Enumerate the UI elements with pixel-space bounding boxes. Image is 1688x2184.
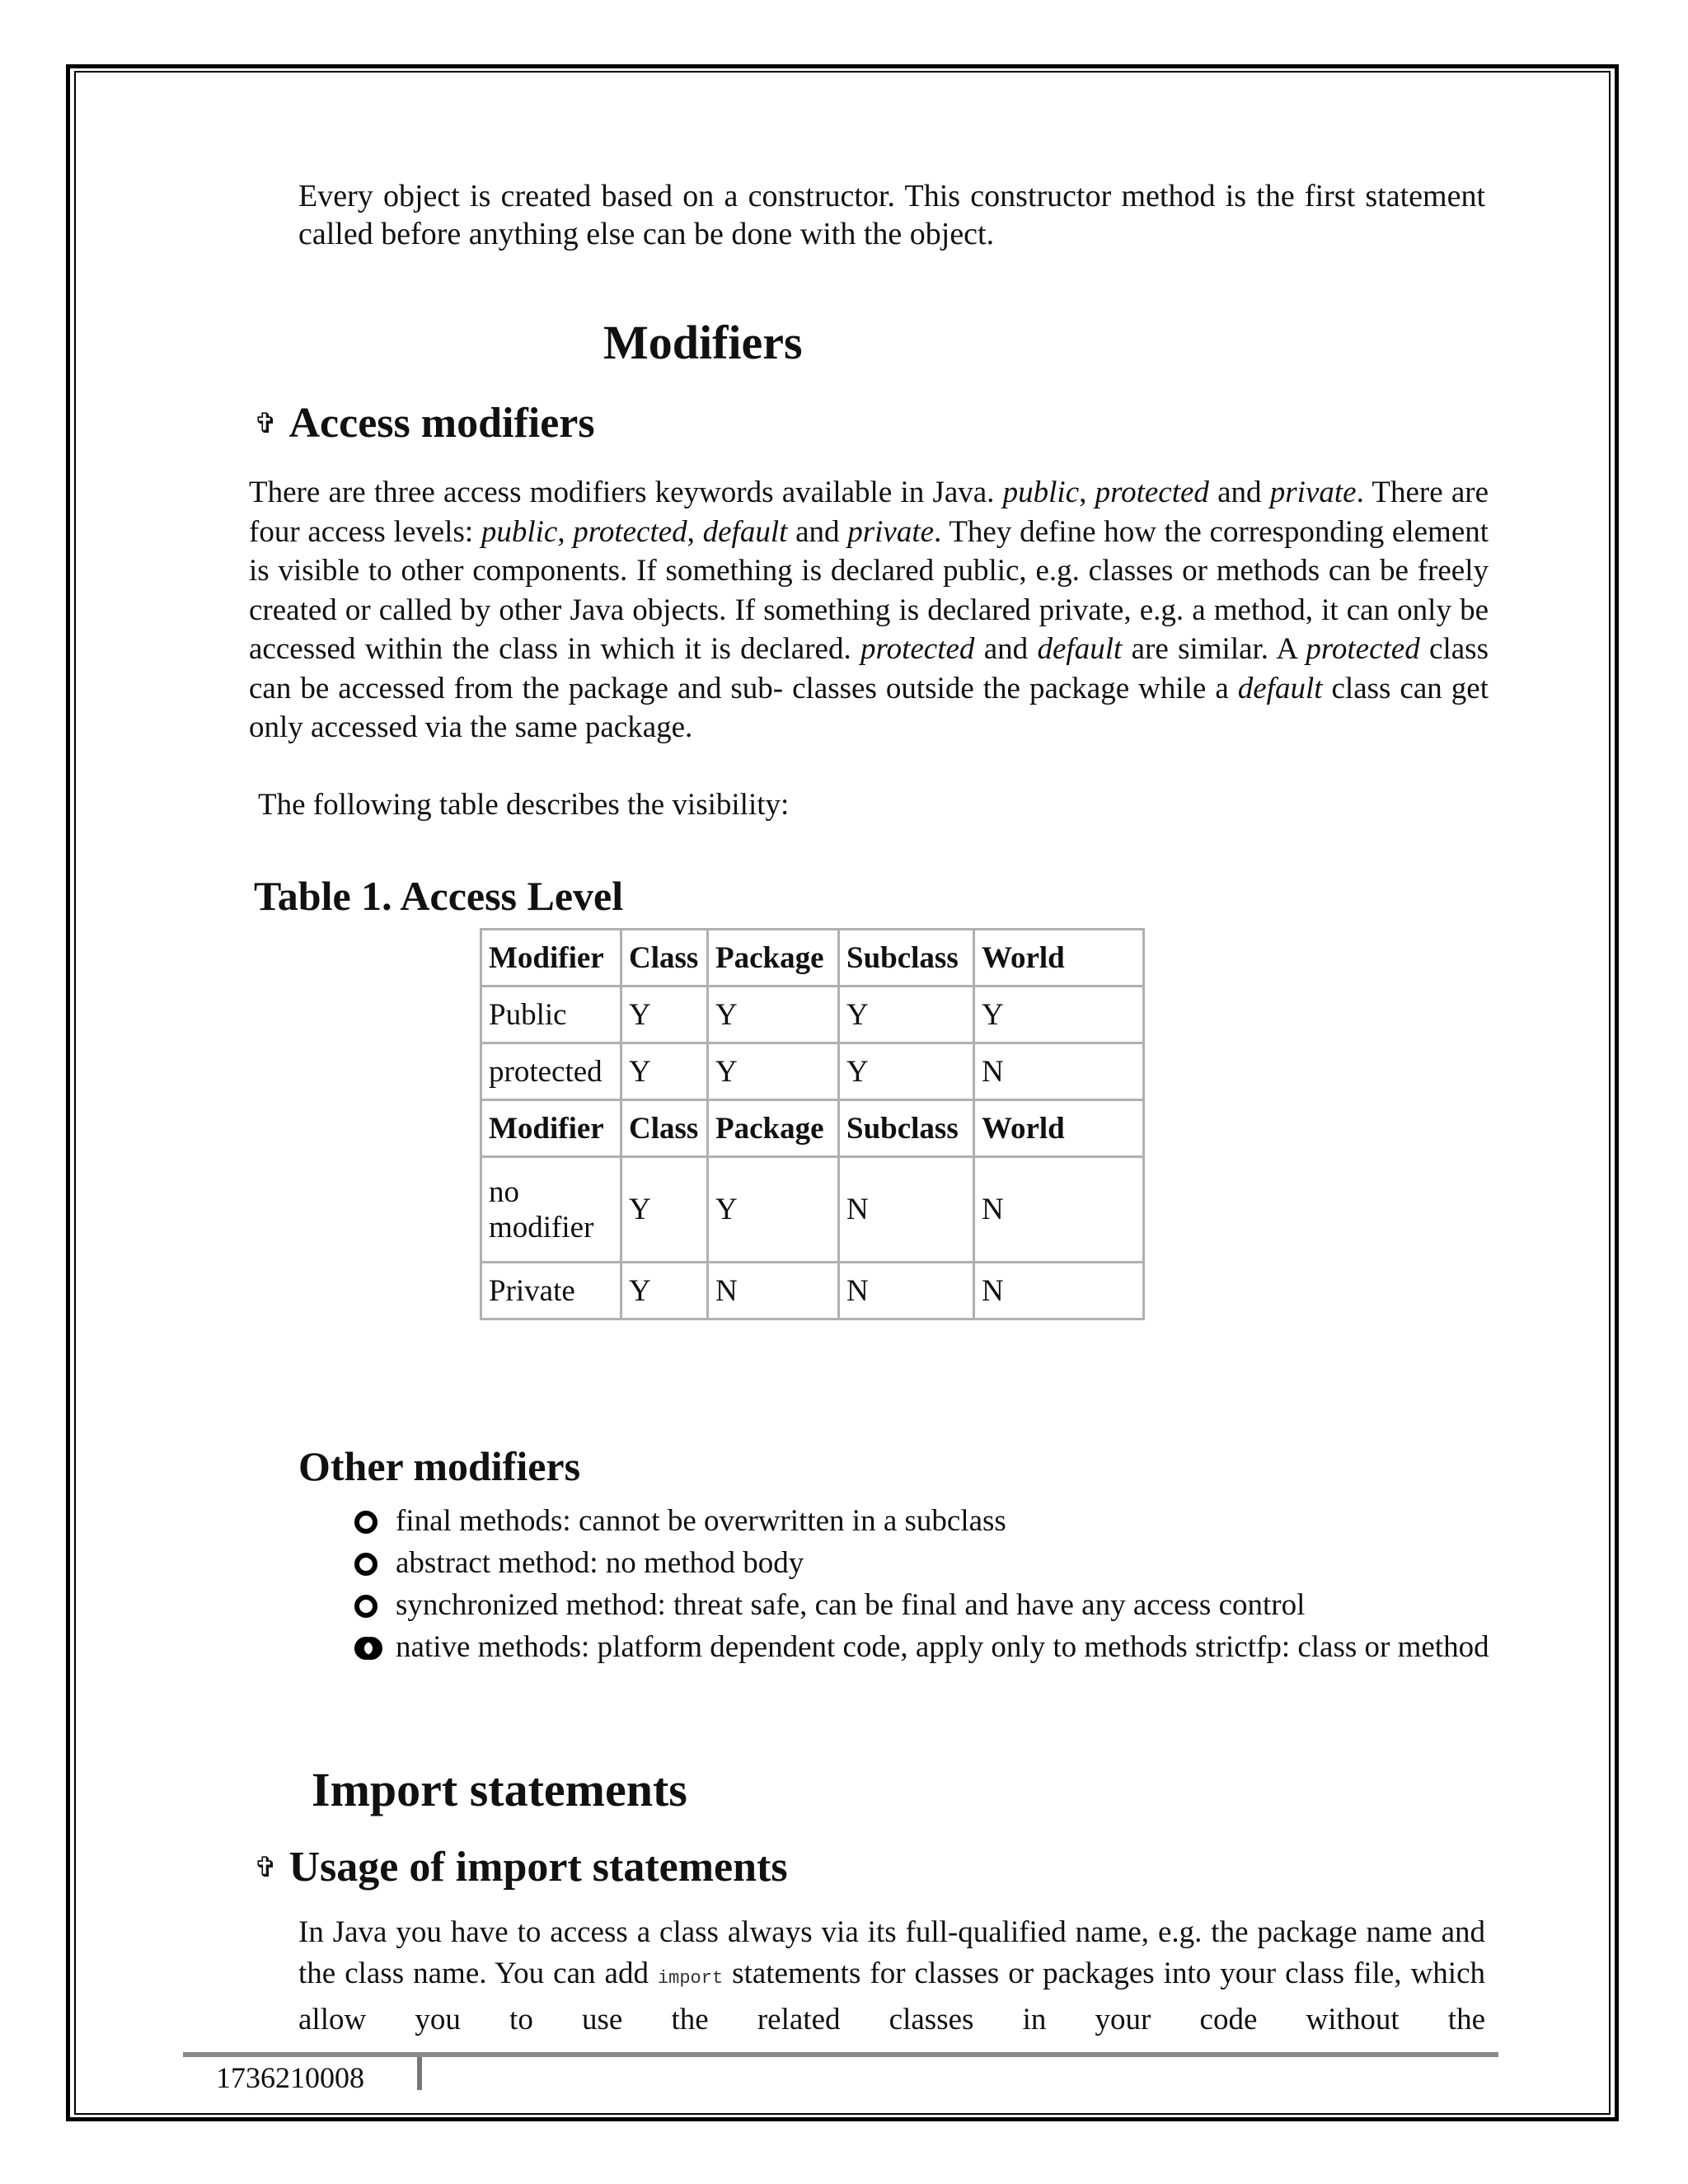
table-cell: N bbox=[708, 1263, 839, 1319]
table-cell: N bbox=[974, 1263, 1144, 1319]
table-cell: Y bbox=[708, 1043, 839, 1100]
table-cell: Public bbox=[481, 987, 621, 1043]
table-header-cell: World bbox=[974, 930, 1144, 987]
keyword-private: private bbox=[1269, 476, 1357, 509]
table-cell: Private bbox=[481, 1263, 621, 1319]
import-paragraph bbox=[298, 1912, 1485, 2041]
table-header-cell: Modifier bbox=[481, 1100, 621, 1157]
table-cell: N bbox=[974, 1157, 1144, 1263]
table-cell: N bbox=[839, 1263, 974, 1319]
text-run: and bbox=[787, 514, 848, 549]
other-modifiers-title: Other modifiers bbox=[298, 1443, 581, 1489]
usage-import-heading-text: Usage of import statements bbox=[288, 1844, 788, 1891]
keyword-default: default bbox=[702, 514, 788, 549]
text-run: There are three access modifiers keywords available in Java. bbox=[249, 476, 1003, 509]
text-run: . They define how the corresponding element is visible to other components. If something is declared public, e.g. classes or methods can be freely created or called by other Java objects. If something is declared private, e.g. a method, it can only be accessed within the class in which it is declared. bbox=[249, 514, 1489, 666]
table-cell: Y bbox=[621, 1157, 708, 1263]
list-item-text: strictfp: class or method bbox=[1195, 1630, 1489, 1664]
table-cell: Y bbox=[708, 1157, 839, 1263]
table-header-row bbox=[481, 930, 1144, 987]
list-item bbox=[354, 1626, 1492, 1668]
table-cell: N bbox=[839, 1157, 974, 1263]
circle-bullet-icon bbox=[359, 1637, 382, 1660]
cross-icon: ✞ bbox=[254, 1850, 278, 1884]
modifiers-title: Modifiers bbox=[603, 316, 803, 369]
access-level-table bbox=[480, 928, 1145, 1320]
access-modifiers-heading bbox=[254, 399, 595, 448]
import-statements-title: Import statements bbox=[312, 1763, 687, 1816]
table-row bbox=[481, 1157, 1144, 1263]
table-intro-text: The following table describes the visibility: bbox=[258, 788, 790, 822]
keyword-protected: protected bbox=[573, 514, 687, 549]
table-header-cell: Class bbox=[621, 930, 708, 987]
intro-paragraph: Every object is created based on a constructor. This constructor method is the first statement called before anything else can be done with the object. bbox=[298, 179, 1485, 251]
text-run: and bbox=[974, 632, 1038, 666]
table-row bbox=[481, 1263, 1144, 1319]
text-run: are similar. A bbox=[1122, 632, 1306, 666]
table-cell: Y bbox=[708, 987, 839, 1043]
text-run: statements for classes or packages into your class file, which allow you to use the related classes in your code without the bbox=[298, 1957, 1485, 2036]
footer-page-id: 1736210008 bbox=[216, 2061, 364, 2094]
table-header-row bbox=[481, 1100, 1144, 1157]
table-header-cell: Class bbox=[621, 1100, 708, 1157]
cross-icon: ✞ bbox=[254, 406, 278, 440]
table-row bbox=[481, 987, 1144, 1043]
keyword-default: default bbox=[1037, 632, 1123, 666]
text-run: class can get only accessed via the same package. bbox=[249, 671, 1489, 744]
table-header-cell: Package bbox=[708, 1100, 839, 1157]
list-item-text: native methods: platform dependent code, apply only to methods bbox=[396, 1630, 1188, 1664]
keyword-default: default bbox=[1237, 671, 1323, 705]
table-cell: Y bbox=[974, 987, 1144, 1043]
text-run: , bbox=[687, 514, 703, 549]
text-run: . There are four access levels: bbox=[249, 476, 1489, 549]
table-header-cell: Subclass bbox=[839, 930, 974, 987]
table-caption: Table 1. Access Level bbox=[254, 873, 624, 919]
table-cell: Y bbox=[839, 987, 974, 1043]
list-item bbox=[354, 1584, 1492, 1626]
circle-bullet-icon bbox=[354, 1595, 377, 1618]
keyword-protected: protected bbox=[860, 632, 975, 666]
text-run: class can be accessed from the package and sub- classes outside the package while a bbox=[249, 632, 1489, 705]
access-modifiers-heading-text: Access modifiers bbox=[288, 400, 595, 447]
text-run: , bbox=[1079, 476, 1095, 509]
keyword-public: public bbox=[1002, 476, 1080, 509]
circle-bullet-icon bbox=[354, 1511, 377, 1534]
list-item-text: synchronized method: threat safe, can be final and have any access control bbox=[396, 1588, 1306, 1622]
table-cell: Y bbox=[839, 1043, 974, 1100]
circle-bullet-icon bbox=[354, 1553, 377, 1576]
footer-divider bbox=[417, 2057, 422, 2090]
list-item bbox=[354, 1542, 1492, 1584]
table-cell: N bbox=[974, 1043, 1144, 1100]
access-modifiers-paragraph bbox=[249, 473, 1489, 748]
table-cell: protected bbox=[481, 1043, 621, 1100]
table-cell: Y bbox=[621, 1043, 708, 1100]
other-modifiers-list bbox=[354, 1500, 1492, 1668]
table-header-cell: World bbox=[974, 1100, 1144, 1157]
text-run: and bbox=[1208, 476, 1270, 509]
usage-import-heading bbox=[254, 1843, 788, 1891]
table-header-cell: Package bbox=[708, 930, 839, 987]
code-import-keyword: import bbox=[657, 1968, 724, 1989]
table-cell: no modifier bbox=[481, 1157, 621, 1263]
keyword-protected: protected bbox=[1306, 632, 1420, 666]
keyword-private: private bbox=[847, 514, 935, 549]
table-header-cell: Subclass bbox=[839, 1100, 974, 1157]
keyword-public: public bbox=[481, 514, 558, 549]
list-item-text: final methods: cannot be overwritten in a subclass bbox=[396, 1504, 1006, 1538]
keyword-protected: protected bbox=[1095, 476, 1209, 509]
text-run: , bbox=[557, 514, 574, 549]
text-run: In Java you have to access a class always via its full-qualified name, e.g. the package name and the class name. You can add bbox=[298, 1915, 1485, 1990]
list-item-text: abstract method: no method body bbox=[396, 1546, 804, 1580]
table-cell: Y bbox=[621, 987, 708, 1043]
table-row bbox=[481, 1043, 1144, 1100]
footer-rule bbox=[183, 2052, 1498, 2057]
table-header-cell: Modifier bbox=[481, 930, 621, 987]
table-cell: Y bbox=[621, 1263, 708, 1319]
list-item bbox=[354, 1500, 1492, 1542]
